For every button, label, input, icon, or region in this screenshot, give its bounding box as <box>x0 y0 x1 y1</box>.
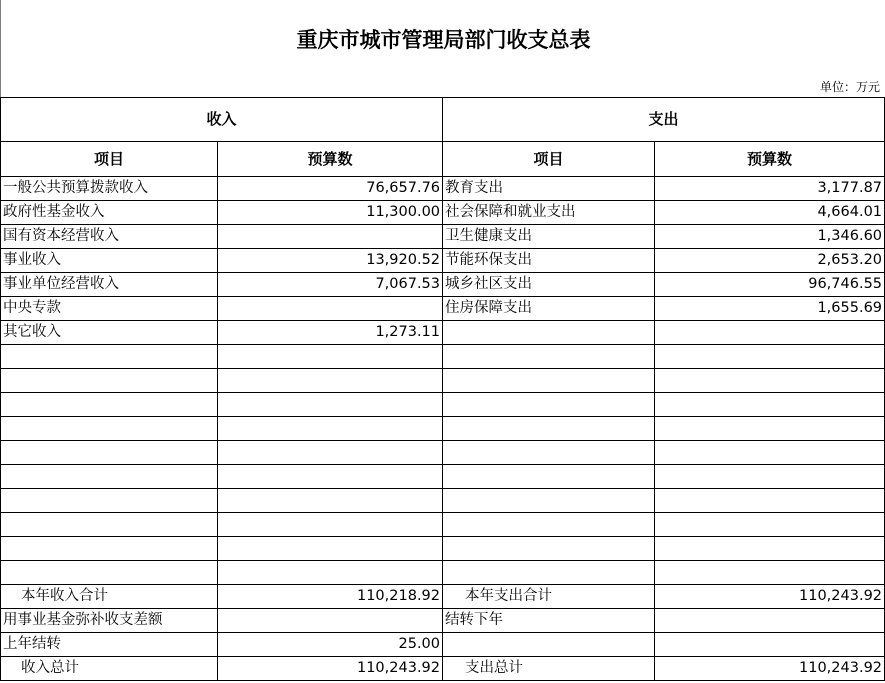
income-budget-cell[interactable]: 13,920.52 <box>218 249 443 273</box>
income-total-item-cell[interactable]: 用事业基金弥补收支差额 <box>1 609 218 633</box>
income-budget-cell[interactable]: 11,300.00 <box>218 201 443 225</box>
income-total-value-cell[interactable]: 25.00 <box>218 633 443 657</box>
table-row <box>1 393 885 417</box>
income-budget-cell[interactable] <box>218 489 443 513</box>
total-row <box>1 585 885 609</box>
expense-total-item-cell[interactable]: 本年支出合计 <box>443 585 655 609</box>
expense-item-cell[interactable] <box>443 513 655 537</box>
income-total-item-cell[interactable]: 上年结转 <box>1 633 218 657</box>
income-section-header[interactable]: 收入 <box>1 98 443 142</box>
expense-item-cell[interactable]: 教育支出 <box>443 177 655 201</box>
expense-item-cell[interactable] <box>443 417 655 441</box>
table-row <box>1 441 885 465</box>
expense-item-cell[interactable]: 社会保障和就业支出 <box>443 201 655 225</box>
budget-table <box>0 97 885 681</box>
income-budget-cell[interactable]: 1,273.11 <box>218 321 443 345</box>
table-row <box>1 465 885 489</box>
expense-budget-cell[interactable] <box>655 489 885 513</box>
expense-total-item-cell[interactable]: 支出总计 <box>443 657 655 681</box>
expense-item-cell[interactable]: 卫生健康支出 <box>443 225 655 249</box>
expense-budget-cell[interactable]: 2,653.20 <box>655 249 885 273</box>
income-item-cell[interactable] <box>1 489 218 513</box>
expense-budget-cell[interactable]: 96,746.55 <box>655 273 885 297</box>
title-area <box>0 0 885 97</box>
income-budget-cell[interactable] <box>218 513 443 537</box>
expense-budget-cell[interactable] <box>655 369 885 393</box>
sheet-title: 重庆市城市管理局部门收支总表 <box>296 27 591 52</box>
expense-budget-cell[interactable] <box>655 561 885 585</box>
column-header-row <box>1 142 885 177</box>
expense-item-cell[interactable] <box>443 369 655 393</box>
table-row <box>1 369 885 393</box>
expense-item-cell[interactable]: 住房保障支出 <box>443 297 655 321</box>
income-item-cell[interactable] <box>1 537 218 561</box>
income-item-cell[interactable]: 一般公共预算拨款收入 <box>1 177 218 201</box>
income-item-cell[interactable] <box>1 393 218 417</box>
table-row <box>1 249 885 273</box>
income-total-value-cell[interactable]: 110,243.92 <box>218 657 443 681</box>
expense-budget-header[interactable]: 预算数 <box>655 142 885 177</box>
expense-section-header[interactable]: 支出 <box>443 98 885 142</box>
table-row <box>1 489 885 513</box>
income-item-cell[interactable] <box>1 513 218 537</box>
table-row <box>1 273 885 297</box>
income-budget-cell[interactable] <box>218 441 443 465</box>
income-item-cell[interactable] <box>1 465 218 489</box>
income-item-cell[interactable]: 其它收入 <box>1 321 218 345</box>
expense-total-value-cell[interactable]: 110,243.92 <box>655 585 885 609</box>
expense-item-cell[interactable] <box>443 561 655 585</box>
table-row <box>1 561 885 585</box>
unit-label: 单位：万元 <box>819 80 880 94</box>
total-row <box>1 633 885 657</box>
total-row <box>1 657 885 681</box>
income-item-cell[interactable]: 国有资本经营收入 <box>1 225 218 249</box>
table-row <box>1 345 885 369</box>
table-row <box>1 513 885 537</box>
income-item-header[interactable]: 项目 <box>1 142 218 177</box>
expense-budget-cell[interactable] <box>655 345 885 369</box>
income-item-cell[interactable] <box>1 441 218 465</box>
table-row <box>1 297 885 321</box>
table-row <box>1 321 885 345</box>
table-row <box>1 537 885 561</box>
expense-budget-cell[interactable] <box>655 441 885 465</box>
expense-budget-cell[interactable]: 4,664.01 <box>655 201 885 225</box>
income-budget-cell[interactable] <box>218 537 443 561</box>
expense-total-item-cell[interactable] <box>443 633 655 657</box>
expense-item-cell[interactable]: 城乡社区支出 <box>443 273 655 297</box>
section-header-row <box>1 98 885 142</box>
income-item-cell[interactable]: 事业单位经营收入 <box>1 273 218 297</box>
table-row <box>1 201 885 225</box>
income-budget-cell[interactable] <box>218 465 443 489</box>
income-item-cell[interactable] <box>1 369 218 393</box>
expense-item-cell[interactable] <box>443 465 655 489</box>
expense-item-cell[interactable] <box>443 489 655 513</box>
expense-total-value-cell[interactable] <box>655 609 885 633</box>
income-item-cell[interactable] <box>1 345 218 369</box>
income-item-cell[interactable]: 中央专款 <box>1 297 218 321</box>
income-budget-cell[interactable] <box>218 297 443 321</box>
income-total-value-cell[interactable] <box>218 609 443 633</box>
expense-item-cell[interactable] <box>443 393 655 417</box>
expense-item-header[interactable]: 项目 <box>443 142 655 177</box>
expense-budget-cell[interactable] <box>655 321 885 345</box>
expense-total-value-cell[interactable] <box>655 633 885 657</box>
expense-budget-cell[interactable]: 1,346.60 <box>655 225 885 249</box>
income-budget-cell[interactable] <box>218 417 443 441</box>
income-total-value-cell[interactable]: 110,218.92 <box>218 585 443 609</box>
expense-budget-cell[interactable] <box>655 465 885 489</box>
income-budget-cell[interactable] <box>218 561 443 585</box>
income-total-item-cell[interactable]: 收入总计 <box>1 657 218 681</box>
income-budget-cell[interactable] <box>218 369 443 393</box>
expense-item-cell[interactable] <box>443 441 655 465</box>
expense-total-value-cell[interactable]: 110,243.92 <box>655 657 885 681</box>
income-budget-cell[interactable] <box>218 393 443 417</box>
income-item-cell[interactable] <box>1 417 218 441</box>
income-budget-cell[interactable]: 76,657.76 <box>218 177 443 201</box>
income-item-cell[interactable]: 政府性基金收入 <box>1 201 218 225</box>
income-budget-cell[interactable] <box>218 345 443 369</box>
income-item-cell[interactable] <box>1 561 218 585</box>
table-row <box>1 177 885 201</box>
expense-item-cell[interactable] <box>443 537 655 561</box>
table-row <box>1 225 885 249</box>
table-row <box>1 417 885 441</box>
income-total-item-cell[interactable]: 本年收入合计 <box>1 585 218 609</box>
total-row <box>1 609 885 633</box>
expense-budget-cell[interactable] <box>655 537 885 561</box>
expense-item-cell[interactable] <box>443 321 655 345</box>
expense-total-item-cell[interactable]: 结转下年 <box>443 609 655 633</box>
expense-budget-cell[interactable] <box>655 393 885 417</box>
expense-budget-cell[interactable]: 1,655.69 <box>655 297 885 321</box>
expense-budget-cell[interactable] <box>655 513 885 537</box>
income-item-cell[interactable]: 事业收入 <box>1 249 218 273</box>
income-budget-cell[interactable]: 7,067.53 <box>218 273 443 297</box>
expense-budget-cell[interactable] <box>655 417 885 441</box>
expense-item-cell[interactable] <box>443 345 655 369</box>
income-budget-header[interactable]: 预算数 <box>218 142 443 177</box>
expense-item-cell[interactable]: 节能环保支出 <box>443 249 655 273</box>
expense-budget-cell[interactable]: 3,177.87 <box>655 177 885 201</box>
income-budget-cell[interactable] <box>218 225 443 249</box>
